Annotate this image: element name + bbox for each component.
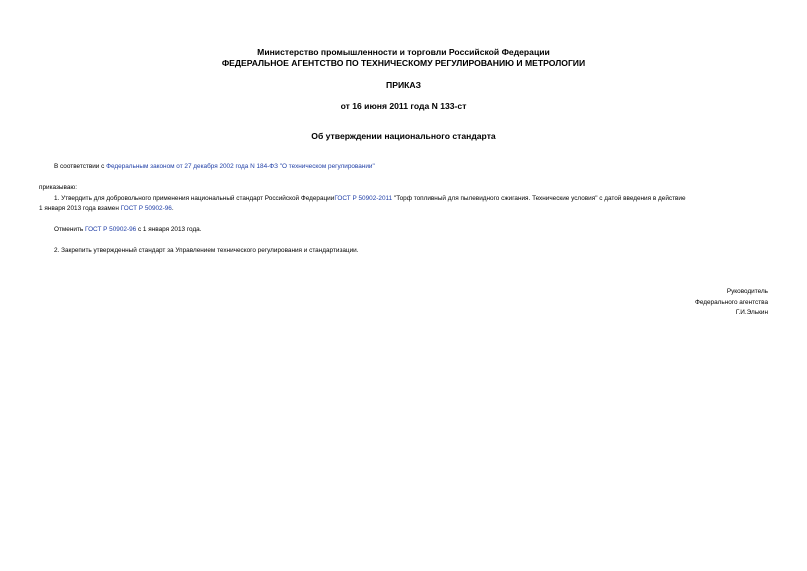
intro-paragraph <box>54 162 375 172</box>
document-date-number: от 16 июня 2011 года N 133-ст <box>340 101 467 111</box>
gost-50902-96-cancel-link[interactable]: ГОСТ Р 50902-96 <box>84 226 137 233</box>
signature-org: Федерального агентства <box>694 298 768 306</box>
item2-paragraph: 2. Закрепить утвержденный стандарт за Управлением технического регулирования и стандартизации. <box>54 247 359 254</box>
federal-law-link[interactable]: Федеральным законом от 27 декабря 2002 года N 184-ФЗ "О техническом регулировании" <box>106 163 375 170</box>
gost-50902-96-link[interactable]: ГОСТ Р 50902-96 <box>120 205 172 212</box>
order-word: приказываю: <box>39 184 77 191</box>
gost-50902-2011-link[interactable]: ГОСТ Р 50902-2011 <box>334 195 393 202</box>
item1-rest: "Торф топливный для пылевидного сжигания. Технические условия" с датой введения в действие <box>392 195 686 202</box>
cancel-paragraph <box>54 225 202 235</box>
intro-prefix: В соответствии с <box>54 163 107 170</box>
signature-title: Руководитель <box>726 288 768 295</box>
item1-line2 <box>39 204 174 214</box>
item1-line1 <box>54 194 686 204</box>
cancel-prefix: Отменить <box>54 226 85 233</box>
ministry-heading: Министерство промышленности и торговли Российской Федерации <box>257 47 550 57</box>
document-subject: Об утверждении национального стандарта <box>311 131 496 141</box>
signature-name: Г.И.Элькин <box>735 309 768 316</box>
document-type: ПРИКАЗ <box>386 80 421 90</box>
item1-text: 1. Утвердить для добровольного применения национальный стандарт Российской Федерации <box>54 195 335 202</box>
item1-line2-prefix: 1 января 2013 года взамен <box>39 205 121 212</box>
item1-line2-suffix: . <box>171 205 174 212</box>
cancel-suffix: с 1 января 2013 года. <box>136 226 202 233</box>
agency-heading: ФЕДЕРАЛЬНОЕ АГЕНТСТВО ПО ТЕХНИЧЕСКОМУ РЕГУЛИРОВАНИЮ И МЕТРОЛОГИИ <box>221 58 586 68</box>
